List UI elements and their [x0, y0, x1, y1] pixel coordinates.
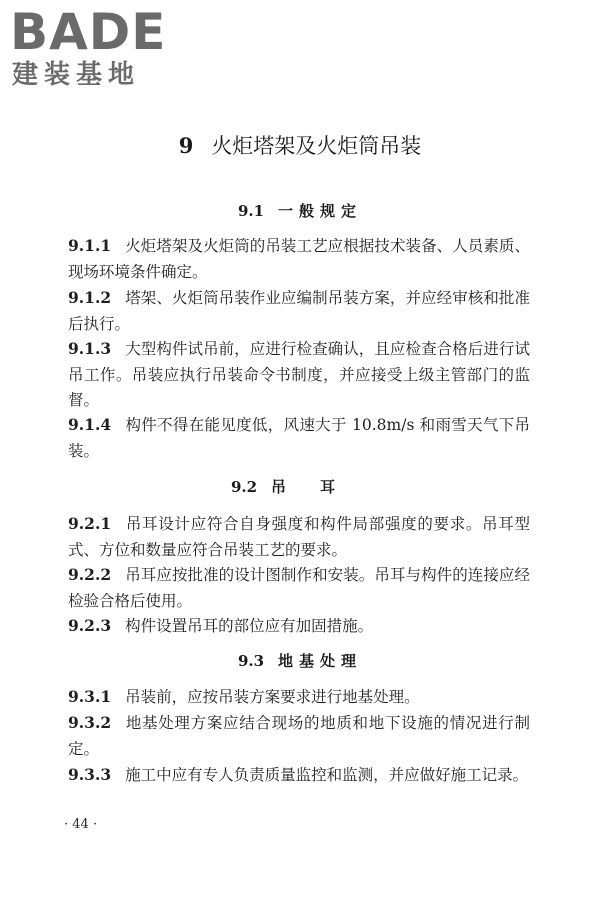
logo-brand-text: BADE	[10, 3, 167, 61]
section-number: 9.1	[237, 202, 265, 220]
chapter-number: 9	[178, 133, 194, 158]
chapter-title	[0, 131, 600, 161]
clause-text: 地基处理方案应结合现场的地质和地下设施的情况进行制定。	[68, 714, 530, 758]
section-title-9-3	[0, 650, 600, 672]
clause-9-3-2	[68, 710, 530, 762]
clause-text: 吊耳应按批准的设计图制作和安装。吊耳与构件的连接应经检验合格后使用。	[68, 566, 530, 610]
section-number: 9.2	[230, 478, 258, 496]
clause-number: 9.1.2	[68, 288, 112, 307]
logo-subtitle: 建装基地	[12, 60, 141, 90]
clause-9-2-2	[68, 562, 530, 614]
section-title-9-1	[0, 200, 600, 222]
chapter-name: 火炬塔架及火炬筒吊装	[211, 134, 422, 158]
clause-text: 构件设置吊耳的部位应有加固措施。	[125, 617, 374, 635]
clause-9-3-1	[68, 684, 530, 711]
clause-number: 9.2.2	[68, 565, 112, 584]
clause-text: 大型构件试吊前，应进行检查确认，且应检查合格后进行试吊工作。吊装应执行吊装命令书制度，并应接受上级主管部门的监督。	[68, 340, 530, 409]
clause-text: 施工中应有专人负责质量监控和监测，并应做好施工记录。	[125, 766, 529, 784]
section-name: 一般规定	[278, 202, 363, 220]
clause-number: 9.1.3	[68, 339, 112, 358]
clause-9-2-1	[68, 511, 530, 563]
clause-9-2-3	[68, 613, 530, 640]
clause-text: 塔架、火炬筒吊装作业应编制吊装方案，并应经审核和批准后执行。	[68, 289, 530, 333]
section-number: 9.3	[237, 652, 265, 670]
clause-9-1-1	[68, 233, 530, 285]
page-number: · 44 ·	[64, 817, 98, 832]
clause-number: 9.2.3	[68, 616, 112, 635]
clause-number: 9.1.1	[68, 236, 112, 255]
section-name: 地基处理	[278, 652, 363, 670]
clause-9-3-3	[68, 762, 530, 789]
section-name: 吊耳	[271, 478, 370, 496]
clause-number: 9.2.1	[68, 514, 112, 533]
clause-text: 吊耳设计应符合自身强度和构件局部强度的要求。吊耳型式、方位和数量应符合吊装工艺的要求。	[68, 515, 530, 559]
bade-logo	[10, 3, 180, 90]
clause-text: 火炬塔架及火炬筒的吊装工艺应根据技术装备、人员素质、现场环境条件确定。	[68, 237, 530, 281]
clause-text: 吊装前，应按吊装方案要求进行地基处理。	[125, 688, 420, 706]
clause-number: 9.3.2	[68, 713, 112, 732]
clause-number: 9.3.1	[68, 687, 112, 706]
clause-text: 构件不得在能见度低，风速大于 10.8m/s 和雨雪天气下吊装。	[68, 416, 530, 460]
clause-number: 9.3.3	[68, 765, 112, 784]
clause-9-1-3	[68, 336, 530, 414]
clause-9-1-4	[68, 412, 530, 464]
section-title-9-2	[0, 476, 600, 498]
clause-number: 9.1.4	[68, 415, 112, 434]
clause-9-1-2	[68, 285, 530, 337]
